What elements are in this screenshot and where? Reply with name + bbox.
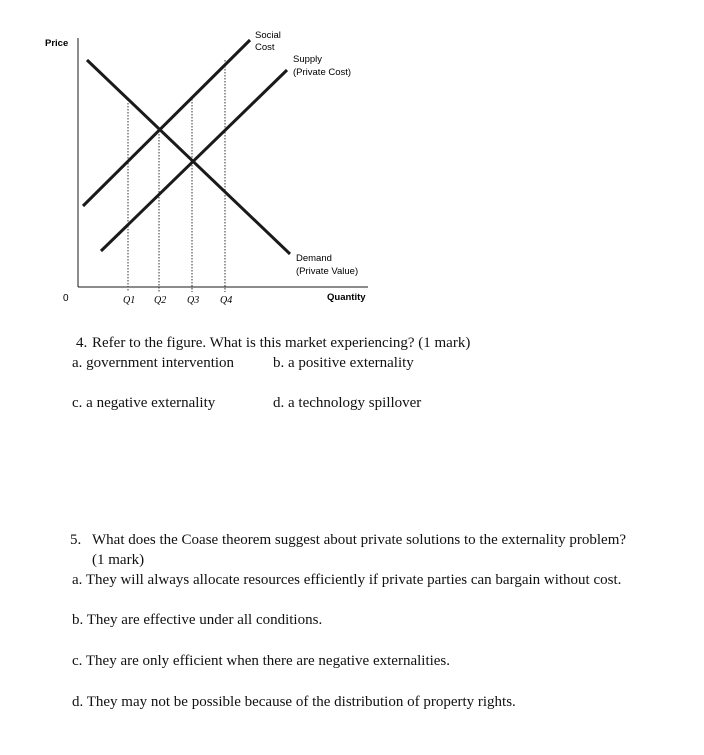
q5-number: 5. [70,532,82,548]
q2-tick-label: Q2 [154,295,167,306]
demand-label-2: (Private Value) [296,266,359,277]
q5-text-line1: What does the Coase theorem suggest about private solutions to the externality problem? [92,532,627,548]
q1-tick-label: Q1 [123,295,136,306]
q4-option-c: c. a negative externality [72,395,216,411]
q5-text-line2: (1 mark) [92,552,145,568]
q4-option-d: d. a technology spillover [273,395,422,411]
x-axis-label: Quantity [327,292,366,303]
social-cost-label-2: Cost [255,42,275,53]
demand-line [87,60,290,254]
q3-tick-label: Q3 [187,295,200,306]
q4-text: Refer to the figure. What is this market experiencing? (1 mark) [92,335,471,351]
supply-label-1: Supply [293,54,323,65]
q4-option-a: a. government intervention [72,355,235,371]
q5-option-a: a. They will always allocate resources efficiently if private parties can bargain without cost. [72,572,622,588]
social-cost-label-1: Social [255,30,281,41]
q5-option-b: b. They are effective under all conditions. [72,612,323,628]
demand-label-1: Demand [296,253,332,264]
externality-figure [0,0,704,320]
q5-option-d: d. They may not be possible because of the distribution of property rights. [72,694,516,710]
q4-option-b: b. a positive externality [273,355,414,371]
q4-tick-label: Q4 [220,295,233,306]
origin-label: 0 [63,293,69,304]
y-axis-label: Price [45,38,69,49]
q4-number: 4. [76,335,88,351]
q5-option-c: c. They are only efficient when there are negative externalities. [72,653,451,669]
supply-label-2: (Private Cost) [293,67,352,78]
